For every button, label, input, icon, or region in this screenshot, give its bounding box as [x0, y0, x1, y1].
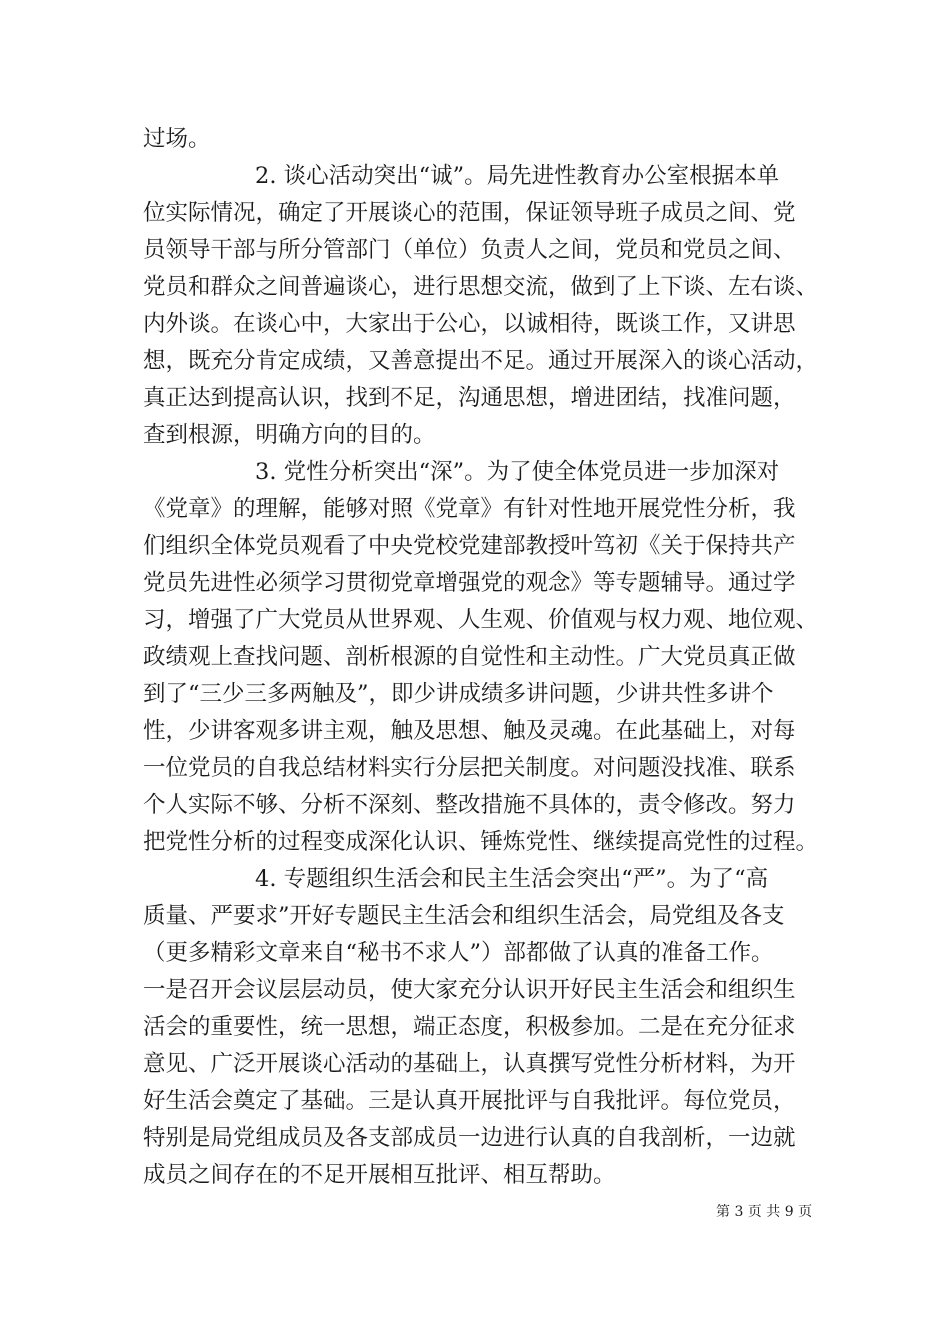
text-line: 活会的重要性，统一思想，端正态度，积极参加。二是在充分征求: [143, 1014, 796, 1040]
text-line: 性，少讲客观多讲主观，触及思想、触及灵魂。在此基础上，对每: [143, 718, 796, 744]
text-line: 政绩观上查找问题、剖析根源的自觉性和主动性。广大党员真正做: [143, 644, 796, 670]
text-line: 2. 谈心活动突出“诚”。局先进性教育办公室根据本单: [255, 163, 780, 189]
text-line: 成员之间存在的不足开展相互批评、相互帮助。: [143, 1162, 616, 1188]
text-line: 查到根源，明确方向的目的。: [143, 422, 436, 448]
text-line: 党员和群众之间普遍谈心，进行思想交流，做到了上下谈、左右谈、: [143, 274, 819, 300]
text-line: 员领导干部与所分管部门（单位）负责人之间，党员和党员之间、: [143, 237, 796, 263]
text-line: 到了“三少三多两触及”，即少讲成绩多讲问题，少讲共性多讲个: [143, 681, 774, 707]
text-line: （更多精彩文章来自“秘书不求人”）部都做了认真的准备工作。: [143, 940, 774, 966]
text-line: 把党性分析的过程变成深化认识、锤炼党性、继续提高党性的过程。: [143, 829, 819, 855]
text-line: 好生活会奠定了基础。三是认真开展批评与自我批评。每位党员，: [143, 1088, 796, 1114]
text-line: 3. 党性分析突出“深”。为了使全体党员进一步加深对: [255, 459, 780, 485]
text-line: 一位党员的自我总结材料实行分层把关制度。对问题没找准、联系: [143, 755, 796, 781]
text-line: 质量、严要求”开好专题民主生活会和组织生活会，局党组及各支: [143, 903, 785, 929]
text-line: 内外谈。在谈心中，大家出于公心，以诚相待，既谈工作，又讲思: [143, 311, 796, 337]
text-line: 《党章》的理解，能够对照《党章》有针对性地开展党性分析，我: [143, 496, 796, 522]
text-line: 特别是局党组成员及各支部成员一边进行认真的自我剖析，一边就: [143, 1125, 796, 1151]
text-line: 们组织全体党员观看了中央党校党建部教授叶笃初《关于保持共产: [143, 533, 796, 559]
page-number-footer: 第 3 页 共 9 页: [716, 1204, 813, 1220]
text-line: 一是召开会议层层动员，使大家充分认识开好民主生活会和组织生: [143, 977, 796, 1003]
text-line: 党员先进性必须学习贯彻党章增强党的观念》等专题辅导。通过学: [143, 570, 796, 596]
text-line: 位实际情况，确定了开展谈心的范围，保证领导班子成员之间、党: [143, 200, 796, 226]
text-line: 想，既充分肯定成绩，又善意提出不足。通过开展深入的谈心活动，: [143, 348, 819, 374]
text-line: 意见、广泛开展谈心活动的基础上，认真撰写党性分析材料，为开: [143, 1051, 796, 1077]
text-line: 真正达到提高认识，找到不足，沟通思想，增进团结，找准问题，: [143, 385, 796, 411]
text-line: 4. 专题组织生活会和民主生活会突出“严”。为了“高: [255, 866, 769, 892]
text-line: 习，增强了广大党员从世界观、人生观、价值观与权力观、地位观、: [143, 607, 819, 633]
text-line: 个人实际不够、分析不深刻、整改措施不具体的，责令修改。努力: [143, 792, 796, 818]
text-line: 过场。: [143, 126, 211, 152]
